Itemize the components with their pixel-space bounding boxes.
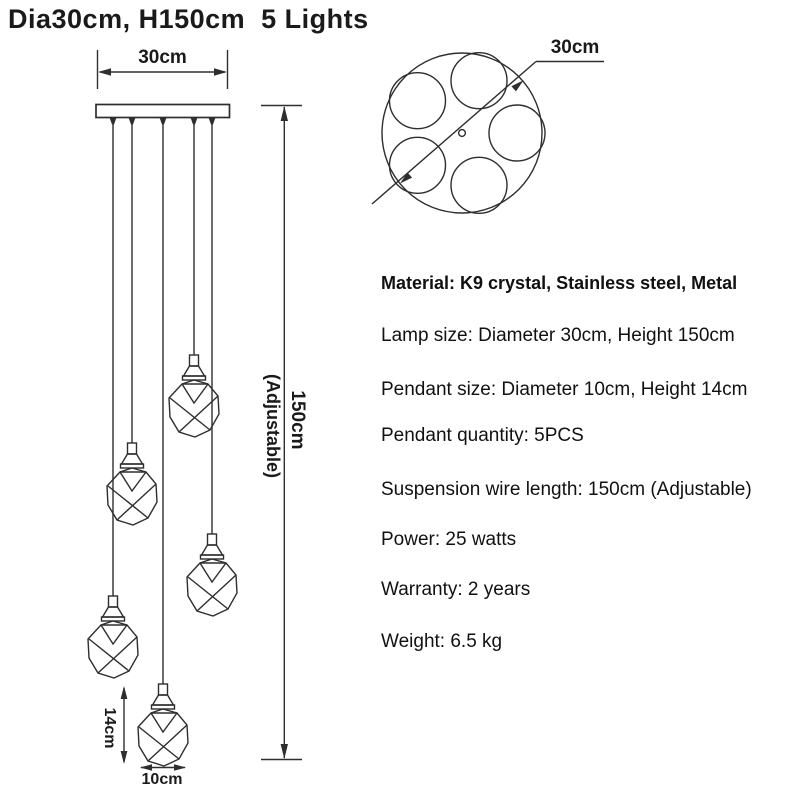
arrow-right-icon bbox=[214, 68, 227, 75]
front-height-note-label: (Adjustable) bbox=[263, 373, 283, 478]
arrow-left-icon bbox=[140, 764, 152, 771]
center-hub bbox=[459, 130, 466, 137]
spec-weight: Weight: 6.5 kg bbox=[381, 631, 503, 652]
front-width-dim-label: 30cm bbox=[138, 47, 187, 68]
spec-wire-length: Suspension wire length: 150cm (Adjustable) bbox=[381, 479, 752, 500]
spec-material: Material: K9 crystal, Stainless steel, Metal bbox=[381, 273, 738, 293]
top-view-diameter-label: 30cm bbox=[550, 37, 600, 58]
lamp-holes bbox=[390, 53, 546, 214]
wire-connectors bbox=[110, 118, 216, 125]
pendant-height-dimension bbox=[121, 686, 128, 764]
page-title: Dia30cm, H150cm 5 Lights bbox=[8, 4, 369, 34]
arrow-right-icon bbox=[174, 764, 186, 771]
arrow-left-icon bbox=[98, 68, 111, 75]
pendant-3 bbox=[187, 534, 237, 616]
arrow-down-icon bbox=[121, 751, 128, 764]
pendant-4 bbox=[88, 596, 138, 678]
suspension-wires bbox=[113, 124, 212, 684]
arrow-up-icon bbox=[121, 686, 128, 699]
spec-pendant-quantity: Pendant quantity: 5PCS bbox=[381, 425, 584, 446]
pendant-2 bbox=[107, 443, 157, 525]
arrow-up-icon bbox=[281, 106, 288, 121]
pendant-5 bbox=[138, 684, 188, 766]
spec-pendant-size: Pendant size: Diameter 10cm, Height 14cm bbox=[381, 379, 748, 400]
pendant-diameter-dim-label: 10cm bbox=[141, 771, 183, 788]
top-view-drawing bbox=[372, 53, 604, 214]
arrow-down-icon bbox=[281, 744, 288, 759]
diameter-leader bbox=[372, 62, 604, 205]
ceiling-canopy bbox=[96, 105, 230, 118]
spec-power: Power: 25 watts bbox=[381, 529, 517, 550]
pendant-height-dim-label: 14cm bbox=[101, 707, 118, 749]
front-height-dim-label: 150cm bbox=[287, 390, 308, 450]
spec-lamp-size: Lamp size: Diameter 30cm, Height 150cm bbox=[381, 325, 735, 346]
spec-warranty: Warranty: 2 years bbox=[381, 579, 531, 600]
